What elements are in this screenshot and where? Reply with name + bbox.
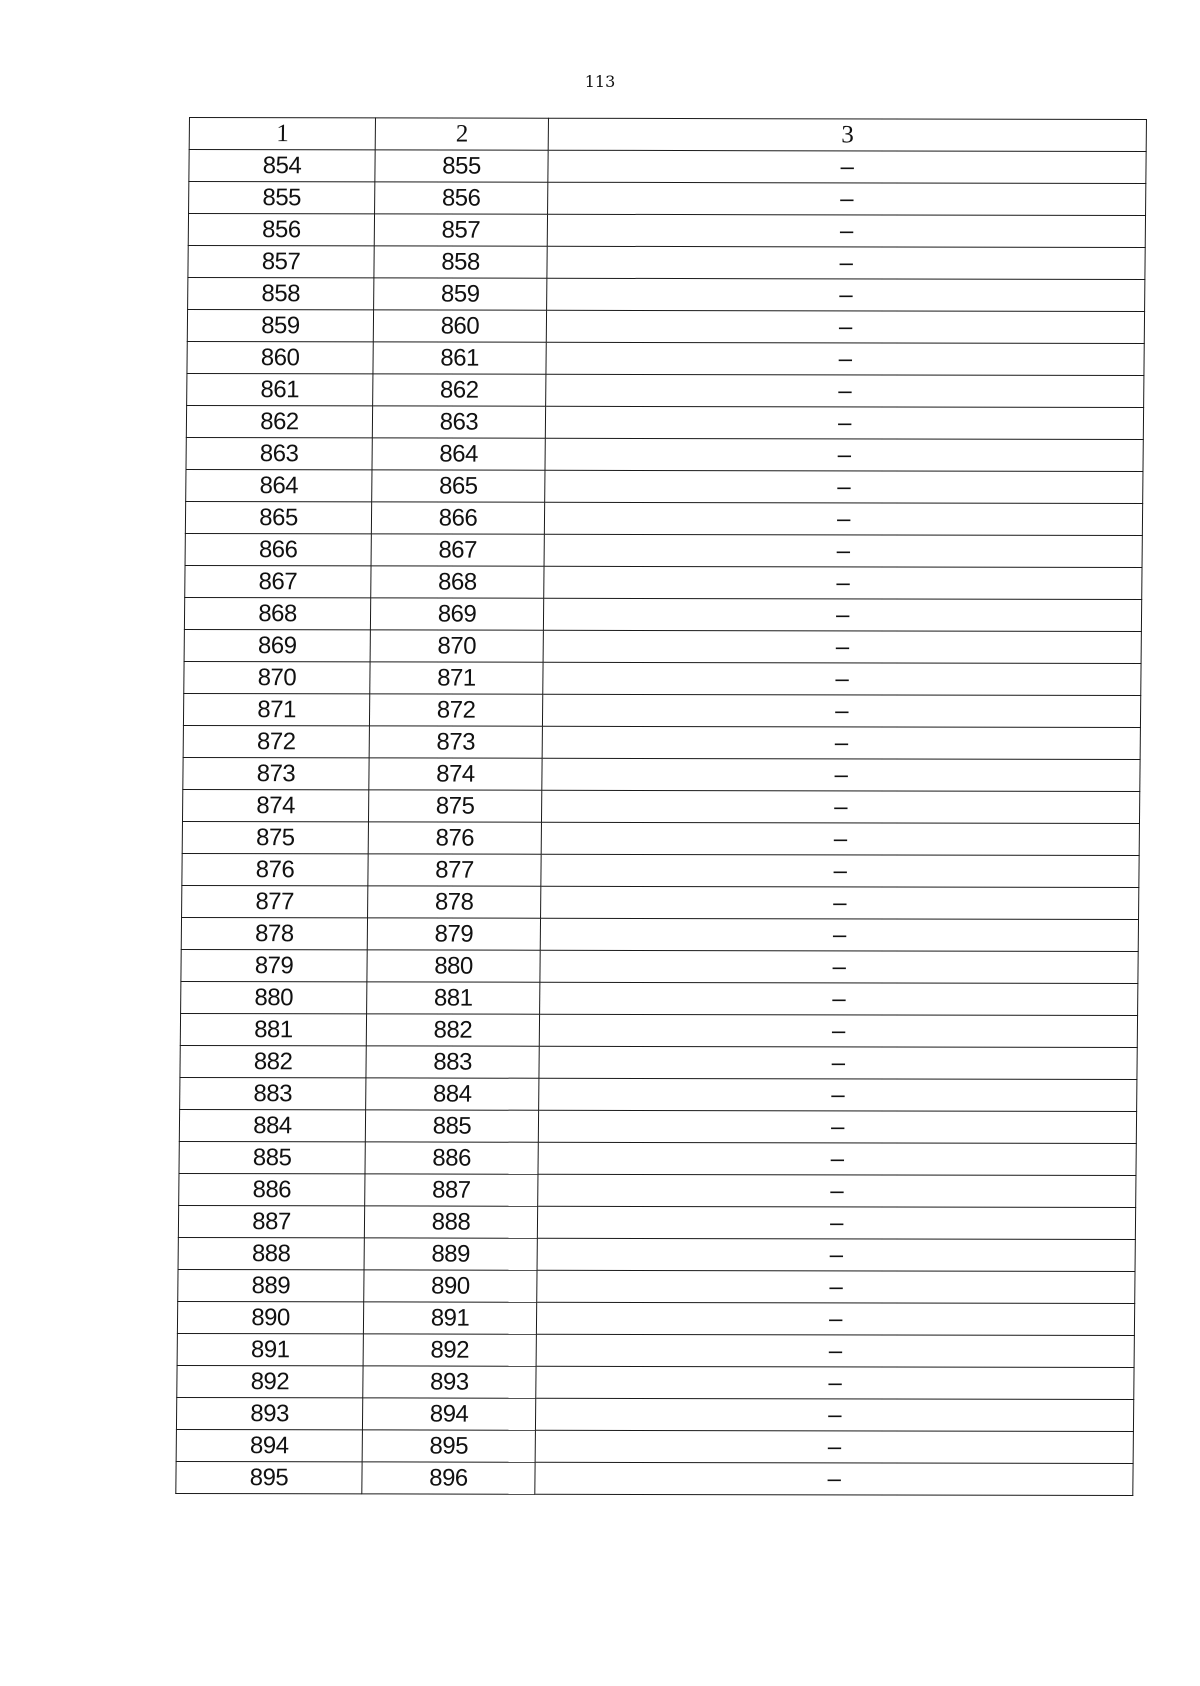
table-cell-col-2: 894 [362, 1398, 535, 1430]
table-cell-col-2: 856 [375, 182, 548, 214]
table-cell-col-3: – [539, 1078, 1137, 1111]
table-row [185, 534, 1142, 568]
table-cell-col-2: 889 [364, 1238, 537, 1270]
table-cell-col-2: 880 [367, 950, 540, 982]
table-row [178, 1237, 1135, 1271]
table-cell-col-2: 876 [368, 822, 541, 854]
table-cell-col-1: 885 [179, 1141, 365, 1173]
table-cell-col-2: 877 [368, 854, 541, 886]
table-cell-col-1: 875 [182, 821, 368, 853]
table-row [188, 278, 1145, 312]
table-row [185, 502, 1142, 536]
table-row [186, 438, 1143, 472]
column-header-2: 2 [375, 118, 548, 150]
table-cell-col-2: 865 [372, 470, 545, 502]
table-cell-col-3: – [539, 1014, 1137, 1047]
table-row [179, 1141, 1136, 1175]
table-row [187, 342, 1144, 376]
table-cell-col-2: 875 [368, 790, 541, 822]
page-number: 113 [584, 72, 616, 91]
table-cell-col-1: 862 [186, 406, 372, 438]
table-cell-col-2: 885 [365, 1110, 538, 1142]
table-cell-col-2: 860 [373, 310, 546, 342]
table-cell-col-1: 859 [187, 310, 373, 342]
table-cell-col-1: 870 [184, 661, 370, 693]
table-cell-col-2: 874 [369, 758, 542, 790]
table-cell-col-3: – [546, 342, 1144, 375]
table-cell-col-1: 895 [176, 1461, 362, 1493]
table-cell-col-1: 871 [183, 693, 369, 725]
table-row [176, 1429, 1133, 1463]
table-cell-col-3: – [546, 374, 1144, 407]
table-cell-col-2: 887 [365, 1174, 538, 1206]
table-cell-col-2: 864 [372, 438, 545, 470]
table-cell-col-2: 883 [366, 1046, 539, 1078]
table-row [177, 1365, 1134, 1399]
table-cell-col-2: 869 [370, 598, 543, 630]
table-row [189, 182, 1146, 216]
table-cell-col-3: – [548, 182, 1146, 215]
table-cell-col-1: 858 [188, 278, 374, 310]
table-row [188, 246, 1145, 280]
table-row [183, 757, 1140, 791]
table-cell-col-1: 880 [181, 981, 367, 1013]
table-row [180, 1013, 1137, 1047]
table-cell-col-3: – [545, 406, 1143, 439]
table-row [178, 1269, 1135, 1303]
table-cell-col-1: 883 [180, 1077, 366, 1109]
table-cell-col-3: – [546, 310, 1144, 343]
table-cell-col-3: – [541, 822, 1139, 855]
table-cell-col-3: – [536, 1366, 1134, 1399]
data-table [175, 117, 1147, 1496]
table-cell-col-1: 865 [185, 502, 371, 534]
table-cell-col-2: 878 [368, 886, 541, 918]
table-row [182, 885, 1139, 919]
table-cell-col-2: 895 [362, 1430, 535, 1462]
table-row [183, 693, 1140, 727]
table-cell-col-3: – [542, 726, 1140, 759]
table-cell-col-3: – [536, 1302, 1134, 1335]
table-row [188, 214, 1145, 248]
table-cell-col-1: 868 [184, 598, 370, 630]
table-row [182, 789, 1139, 823]
table-cell-col-2: 891 [363, 1302, 536, 1334]
table-cell-col-3: – [544, 534, 1142, 567]
column-header-3: 3 [548, 118, 1146, 151]
table-cell-col-3: – [542, 758, 1140, 791]
table-cell-col-3: – [541, 886, 1139, 919]
table-row [182, 821, 1139, 855]
table-cell-col-2: 857 [374, 214, 547, 246]
table-cell-col-1: 867 [185, 566, 371, 598]
table-cell-col-1: 856 [188, 214, 374, 246]
table-cell-col-1: 879 [181, 949, 367, 981]
table-cell-col-1: 869 [184, 629, 370, 661]
table-cell-col-3: – [543, 630, 1141, 663]
table-header-row [189, 118, 1146, 152]
table-cell-col-2: 879 [367, 918, 540, 950]
table-cell-col-3: – [535, 1462, 1133, 1495]
table-cell-col-3: – [544, 566, 1142, 599]
table-row [180, 1077, 1137, 1111]
table-cell-col-3: – [544, 502, 1142, 535]
column-header-1: 1 [189, 118, 375, 150]
table-cell-col-2: 890 [364, 1270, 537, 1302]
table-cell-col-2: 896 [362, 1462, 535, 1494]
table-row [182, 853, 1139, 887]
table-row [181, 981, 1138, 1015]
table-row [184, 629, 1141, 663]
table-cell-col-3: – [543, 598, 1141, 631]
table-cell-col-3: – [548, 150, 1146, 183]
table-row [184, 598, 1141, 632]
table-row [181, 949, 1138, 983]
table-cell-col-3: – [545, 470, 1143, 503]
table-cell-col-2: 868 [371, 566, 544, 598]
table-row [180, 1045, 1137, 1079]
table-cell-col-1: 892 [177, 1365, 363, 1397]
table-cell-col-1: 882 [180, 1045, 366, 1077]
table-cell-col-1: 889 [178, 1269, 364, 1301]
table-cell-col-1: 894 [176, 1429, 362, 1461]
table-row [185, 566, 1142, 600]
table-row [186, 470, 1143, 504]
table-cell-col-1: 854 [189, 150, 375, 182]
table-cell-col-3: – [535, 1398, 1133, 1431]
table-cell-col-2: 888 [364, 1206, 537, 1238]
table-cell-col-2: 873 [369, 726, 542, 758]
table-row [181, 917, 1138, 951]
table-cell-col-2: 858 [374, 246, 547, 278]
table-cell-col-3: – [537, 1238, 1135, 1271]
table-cell-col-3: – [547, 214, 1145, 247]
table-cell-col-2: 886 [365, 1142, 538, 1174]
table-row [186, 406, 1143, 440]
table-cell-col-2: 882 [366, 1014, 539, 1046]
table-cell-col-2: 861 [373, 342, 546, 374]
table-cell-col-3: – [540, 918, 1138, 951]
table-cell-col-1: 887 [178, 1205, 364, 1237]
table-cell-col-2: 866 [371, 502, 544, 534]
table-cell-col-2: 862 [373, 374, 546, 406]
table-cell-col-3: – [542, 694, 1140, 727]
table-cell-col-3: – [547, 246, 1145, 279]
table-cell-col-3: – [547, 278, 1145, 311]
table-cell-col-1: 861 [187, 374, 373, 406]
table-cell-col-3: – [536, 1334, 1134, 1367]
table-row [187, 310, 1144, 344]
table-cell-col-2: 892 [363, 1334, 536, 1366]
table-cell-col-2: 871 [370, 662, 543, 694]
table-cell-col-2: 884 [366, 1078, 539, 1110]
table-cell-col-1: 878 [181, 917, 367, 949]
table-cell-col-3: – [538, 1110, 1136, 1143]
table-cell-col-1: 857 [188, 246, 374, 278]
table-cell-col-3: – [539, 1046, 1137, 1079]
table-row [176, 1461, 1133, 1495]
table-row [177, 1333, 1134, 1367]
table-cell-col-2: 859 [374, 278, 547, 310]
table-cell-col-3: – [541, 790, 1139, 823]
table-cell-col-3: – [540, 950, 1138, 983]
table-cell-col-3: – [540, 982, 1138, 1015]
table-cell-col-1: 864 [186, 470, 372, 502]
table-row [179, 1173, 1136, 1207]
table-cell-col-1: 890 [177, 1301, 363, 1333]
table-cell-col-1: 873 [183, 757, 369, 789]
table-row [177, 1301, 1134, 1335]
table-cell-col-3: – [538, 1142, 1136, 1175]
table-cell-col-2: 867 [371, 534, 544, 566]
table-cell-col-1: 884 [179, 1109, 365, 1141]
table-cell-col-1: 881 [180, 1013, 366, 1045]
table-cell-col-2: 893 [363, 1366, 536, 1398]
table-body [176, 118, 1147, 1496]
table-cell-col-2: 863 [372, 406, 545, 438]
table-row [176, 1397, 1133, 1431]
table-cell-col-1: 893 [176, 1397, 362, 1429]
table-cell-col-2: 881 [367, 982, 540, 1014]
table-cell-col-1: 876 [182, 853, 368, 885]
table-cell-col-2: 872 [369, 694, 542, 726]
table-cell-col-1: 872 [183, 725, 369, 757]
table-row [178, 1205, 1135, 1239]
table-cell-col-1: 855 [189, 182, 375, 214]
table-cell-col-3: – [537, 1270, 1135, 1303]
table-cell-col-1: 877 [182, 885, 368, 917]
table-cell-col-1: 886 [179, 1173, 365, 1205]
table-cell-col-3: – [543, 662, 1141, 695]
table-cell-col-2: 855 [375, 150, 548, 182]
table-cell-col-1: 866 [185, 534, 371, 566]
table-row [179, 1109, 1136, 1143]
table-cell-col-1: 860 [187, 342, 373, 374]
table-cell-col-3: – [538, 1174, 1136, 1207]
table-cell-col-3: – [541, 854, 1139, 887]
table-cell-col-1: 891 [177, 1333, 363, 1365]
table-row [189, 150, 1146, 184]
table-row [184, 661, 1141, 695]
table-cell-col-1: 863 [186, 438, 372, 470]
table-cell-col-3: – [537, 1206, 1135, 1239]
table-cell-col-2: 870 [370, 630, 543, 662]
table-cell-col-1: 874 [182, 789, 368, 821]
table-row [183, 725, 1140, 759]
table-cell-col-3: – [545, 438, 1143, 471]
table-cell-col-3: – [535, 1430, 1133, 1463]
table-row [187, 374, 1144, 408]
table-cell-col-1: 888 [178, 1237, 364, 1269]
